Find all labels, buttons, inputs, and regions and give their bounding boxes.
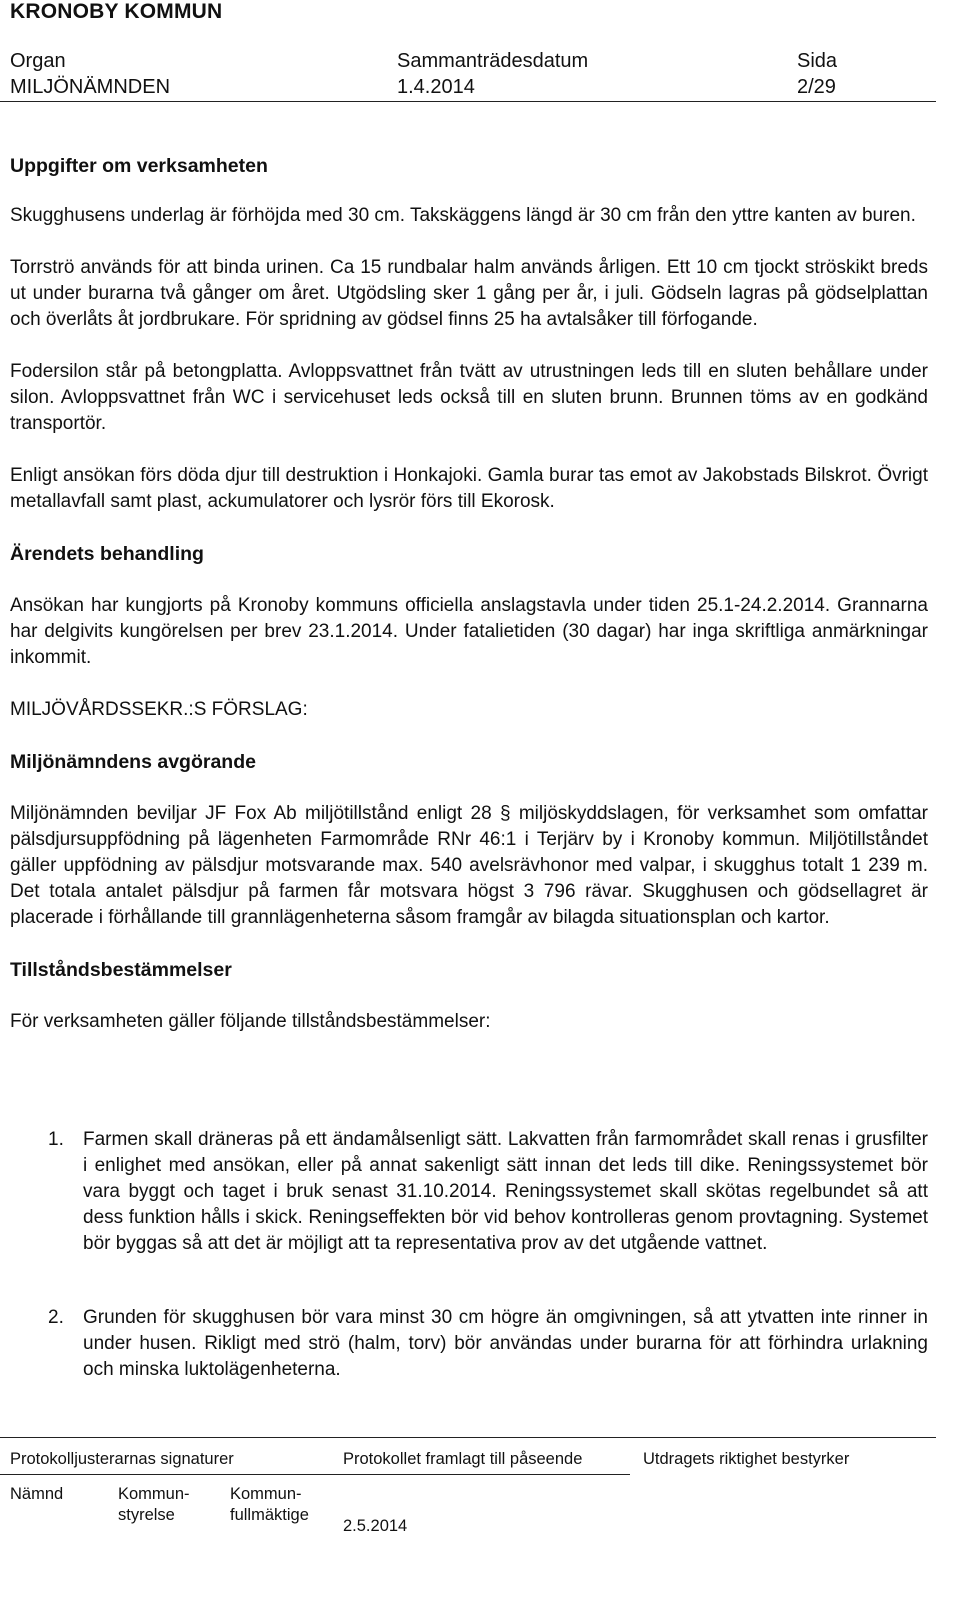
decision-heading: Miljönämndens avgörande	[10, 751, 256, 773]
paragraph-1: Skugghusens underlag är förhöjda med 30 cm. Takskäggens längd är 30 cm från den yttre kanten av buren.	[10, 205, 916, 226]
document-body	[10, 153, 928, 1035]
footer-divider	[0, 1437, 936, 1438]
page-label: Sida	[797, 50, 838, 72]
board-column-line1: Kommun-	[118, 1485, 190, 1503]
meeting-date-label: Sammanträdesdatum	[397, 50, 589, 72]
displayed-label: Protokollet framlagt till påseende	[343, 1450, 583, 1468]
header-divider	[0, 101, 936, 102]
list-item-number: 1.	[48, 1129, 64, 1150]
permit-heading: Tillståndsbestämmelser	[10, 959, 232, 981]
display-date: 2.5.2014	[343, 1517, 408, 1535]
activity-heading: Uppgifter om verksamheten	[10, 155, 268, 177]
signatures-label: Protokolljusterarnas signaturer	[10, 1450, 234, 1468]
council-column-line1: Kommun-	[230, 1485, 302, 1503]
proposal-label: MILJÖVÅRDSSEKR.:S FÖRSLAG:	[10, 699, 308, 720]
council-column-line2: fullmäktige	[230, 1506, 309, 1524]
list-item-text: Farmen skall dräneras på ett ändamålsenligt sätt. Lakvatten från farmområdet skall renas i grusfilter i enlighet med ansökan, eller på annat sakenligt sätt innan det leds till dike. Reningssystemet bör vara byggt och taget i bruk senast 31.10.2014. Reningssystemet skall skötas regelbundet så att dess funktion hålls i skick. Reningseffekten bör vid behov kontrolleras genom provtagning. Systemet bör byggas så att det är möjligt att ta representativa prov av det utgående vattnet.	[83, 1129, 928, 1254]
organ-value: MILJÖNÄMNDEN	[10, 76, 171, 98]
board-column-line2: styrelse	[118, 1506, 175, 1524]
footer-inner-divider	[0, 1474, 630, 1475]
paragraph-5: Ansökan har kungjorts på Kronoby kommuns officiella anslagstavla under tiden 25.1-24.2.2014. Grannarna har delgivits kungörelsen per brev 23.1.2014. Under fatalietiden (30 dagar) har inga skriftliga anmärkningar inkommit.	[10, 595, 928, 668]
list-item-number: 2.	[48, 1307, 64, 1328]
handling-heading: Ärendets behandling	[10, 543, 204, 565]
paragraph-2: Torrströ används för att binda urinen. Ca 15 rundbalar halm används årligen. Ett 10 cm tjockt ströskikt breds ut under burarna två gånger om året. Utgödsling sker 1 gång per år, i juli. Gödseln lagras på gödselplattan och överlåts åt jordbrukare. För spridning av gödsel finns 25 ha avtalsåker till förfogande.	[10, 257, 928, 330]
certified-label: Utdragets riktighet bestyrker	[643, 1450, 850, 1468]
committee-column: Nämnd	[10, 1485, 64, 1503]
paragraph-3: Fodersilon står på betongplatta. Avloppsvattnet från tvätt av utrustningen leds till en sluten behållare under silon. Avloppsvattnet från WC i servicehuset leds också till en sluten brunn. Brunnen töms av en godkänd transportör.	[10, 361, 928, 434]
paragraph-6: Miljönämnden beviljar JF Fox Ab miljötillstånd enligt 28 § miljöskyddslagen, för verksamhet som omfattar pälsdjursuppfödning på lägenheten Farmområde RNr 46:1 i Terjärv by i Kronoby kommun. Miljötillståndet gäller uppfödning av pälsdjur motsvarande max. 540 avelsrävhonor med valpar, i skugghus totalt 1 239 m. Det totala antalet pälsdjur på farmen får motsvara högst 3 796 rävar. Skugghusen och gödsellagret är placerade i förhållande till grannlägenheterna såsom framgår av bilagda situationsplan och kartor.	[10, 803, 928, 928]
organ-label: Organ	[10, 50, 66, 72]
page-number: 2/29	[797, 76, 836, 98]
list-item-text: Grunden för skugghusen bör vara minst 30 cm högre än omgivningen, så att ytvatten inte rinner in under husen. Rikligt med strö (halm, torv) bör användas under burarna för att förhindra urlakning och minska luktolägenheterna.	[83, 1307, 928, 1380]
meeting-date-value: 1.4.2014	[397, 76, 475, 98]
permit-intro: För verksamheten gäller följande tillståndsbestämmelser:	[10, 1011, 491, 1032]
paragraph-4: Enligt ansökan förs döda djur till destruktion i Honkajoki. Gamla burar tas emot av Jakobstads Bilskrot. Övrigt metallavfall samt plast, ackumulatorer och lysrör förs till Ekorosk.	[10, 465, 928, 512]
municipality-name: KRONOBY KOMMUN	[10, 0, 223, 23]
